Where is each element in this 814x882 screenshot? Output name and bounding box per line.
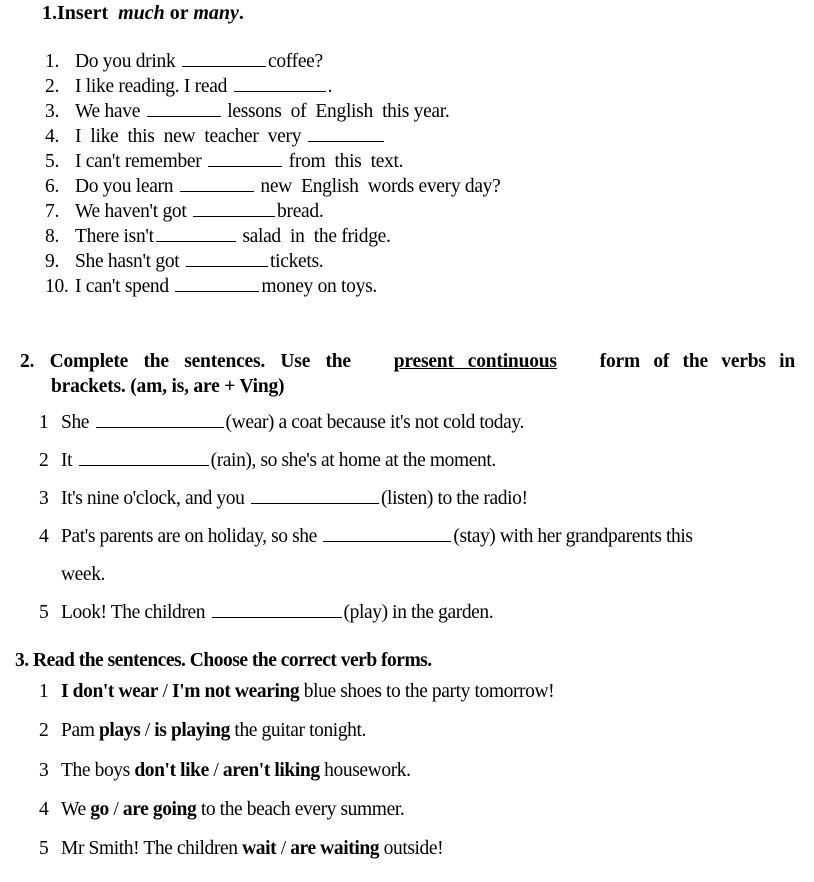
item-number: 6. <box>45 176 60 197</box>
list-item <box>45 248 500 273</box>
item-text: bread. <box>277 201 324 222</box>
item-text: Look! The children <box>61 602 206 623</box>
title-prefix: 1.Insert <box>42 2 109 24</box>
option-separator: / <box>140 720 155 742</box>
item-text: I like this new teacher very <box>75 126 302 147</box>
item-text: Do you drink <box>75 51 176 72</box>
item-text: Pam <box>61 720 99 742</box>
title-end: . <box>238 2 244 24</box>
item-text: We have <box>75 101 141 122</box>
item-number: 1 <box>39 412 49 433</box>
item-number: 7. <box>45 201 60 222</box>
item-text: outside! <box>379 838 444 860</box>
list-item <box>39 404 693 442</box>
item-number: 5 <box>39 838 49 860</box>
verb-option[interactable]: I don't wear <box>61 681 159 702</box>
list-item <box>39 794 554 833</box>
title-word-much: much <box>118 2 165 24</box>
list-item <box>39 833 554 872</box>
answer-blank[interactable] <box>193 198 275 217</box>
answer-blank[interactable] <box>96 409 224 428</box>
list-item <box>39 518 693 556</box>
item-text: new English words every day? <box>260 176 501 197</box>
answer-blank[interactable] <box>175 273 259 292</box>
answer-blank[interactable] <box>180 173 254 192</box>
item-number: 3. <box>45 101 60 122</box>
item-text: the guitar tonight. <box>229 720 367 742</box>
list-item <box>45 273 500 298</box>
title-line-2: brackets. (am, is, are + Ving) <box>51 376 285 397</box>
answer-blank[interactable] <box>234 73 326 92</box>
item-text: tickets. <box>269 251 324 272</box>
item-number: 4 <box>39 526 49 547</box>
title-text: 2. Complete the sentences. Use the <box>20 351 351 372</box>
list-item <box>45 198 500 223</box>
exercise-3-title: 3. Read the sentences. Choose the correct verb forms. <box>15 650 432 671</box>
item-number: 8. <box>45 226 60 247</box>
item-text: lessons of English this year. <box>227 101 450 122</box>
item-text: coffee? <box>267 51 323 72</box>
item-text: Do you learn <box>75 176 174 197</box>
item-text: I like reading. I read <box>75 76 228 97</box>
verb-option[interactable]: I'm not wearing <box>172 681 300 702</box>
item-text: housework. <box>319 759 411 781</box>
option-separator: / <box>276 838 291 860</box>
answer-blank[interactable] <box>186 248 268 267</box>
item-number: 1 <box>39 681 49 702</box>
item-number: 4. <box>45 126 60 147</box>
item-text: from this text. <box>288 151 404 172</box>
item-text: to the beach every summer. <box>196 798 405 820</box>
verb-option[interactable]: plays <box>98 720 141 742</box>
option-separator: / <box>208 759 223 781</box>
exercise-3-list <box>39 676 554 872</box>
item-text: We <box>61 798 91 820</box>
item-text: She <box>61 412 90 433</box>
title-or: or <box>169 2 189 24</box>
item-text: . <box>327 76 333 97</box>
item-text: week. <box>61 564 106 585</box>
title-underlined-text: present continuous <box>393 351 557 372</box>
list-item <box>45 148 500 173</box>
verb-option[interactable]: wait <box>242 838 277 860</box>
list-item <box>39 594 693 632</box>
list-item <box>39 676 554 715</box>
list-item <box>45 73 500 98</box>
option-separator: / <box>108 798 123 820</box>
item-text: The boys <box>61 759 135 781</box>
item-number: 2. <box>45 76 60 97</box>
list-item <box>45 173 500 198</box>
item-number: 3 <box>39 488 49 509</box>
item-text: (rain), so she's at home at the moment. <box>210 450 496 471</box>
item-text: I can't remember <box>75 151 202 172</box>
answer-blank[interactable] <box>79 447 209 466</box>
item-text: We haven't got <box>75 201 187 222</box>
list-item <box>45 223 500 248</box>
item-text: (play) in the garden. <box>343 602 494 623</box>
verb-option[interactable]: aren't liking <box>222 759 320 781</box>
verb-option[interactable]: go <box>90 798 109 820</box>
verb-option[interactable]: is playing <box>154 720 230 742</box>
item-text: blue shoes to the party tomorrow! <box>299 681 555 702</box>
item-number: 10. <box>45 276 69 297</box>
list-item <box>39 480 693 518</box>
list-item <box>39 755 554 794</box>
item-text: It's nine o'clock, and you <box>61 488 245 509</box>
answer-blank[interactable] <box>308 123 384 142</box>
item-number: 5. <box>45 151 60 172</box>
item-text: It <box>61 450 73 471</box>
item-text: Pat's parents are on holiday, so she <box>61 526 317 547</box>
answer-blank[interactable] <box>182 48 266 67</box>
answer-blank[interactable] <box>251 485 379 504</box>
item-text: (stay) with her grandparents this <box>453 526 693 547</box>
item-number: 9. <box>45 251 60 272</box>
item-text: She hasn't got <box>75 251 180 272</box>
list-item-continuation <box>39 556 693 594</box>
item-number: 2 <box>39 450 49 471</box>
answer-blank[interactable] <box>323 523 451 542</box>
exercise-2-title <box>20 349 795 399</box>
title-word-many: many <box>193 2 239 24</box>
list-item <box>45 98 500 123</box>
list-item <box>45 123 500 148</box>
answer-blank[interactable] <box>156 223 236 242</box>
item-text: There isn't <box>75 226 154 247</box>
item-text: (wear) a coat because it's not cold today. <box>225 412 524 433</box>
exercise-1-list <box>45 48 500 298</box>
item-text: salad in the fridge. <box>242 226 391 247</box>
item-text: I can't spend <box>75 276 169 297</box>
item-text: (listen) to the radio! <box>380 488 528 509</box>
item-number: 5 <box>39 602 49 623</box>
list-item <box>39 442 693 480</box>
verb-option[interactable]: are waiting <box>290 838 380 860</box>
verb-option[interactable]: don't like <box>134 759 209 781</box>
title-text: form of the verbs in <box>599 351 795 372</box>
answer-blank[interactable] <box>212 599 342 618</box>
item-text: money on toys. <box>261 276 377 297</box>
item-number: 3 <box>39 759 49 781</box>
item-number: 4 <box>39 798 49 820</box>
option-separator: / <box>158 681 173 702</box>
answer-blank[interactable] <box>208 148 282 167</box>
item-number: 2 <box>39 720 49 742</box>
list-item <box>45 48 500 73</box>
answer-blank[interactable] <box>147 98 221 117</box>
title-line-1 <box>20 349 795 374</box>
list-item <box>39 715 554 754</box>
item-number: 1. <box>45 51 60 72</box>
exercise-1-title <box>42 2 244 25</box>
exercise-2-list <box>39 404 693 632</box>
verb-option[interactable]: are going <box>122 798 197 820</box>
item-text: Mr Smith! The children <box>61 838 243 860</box>
